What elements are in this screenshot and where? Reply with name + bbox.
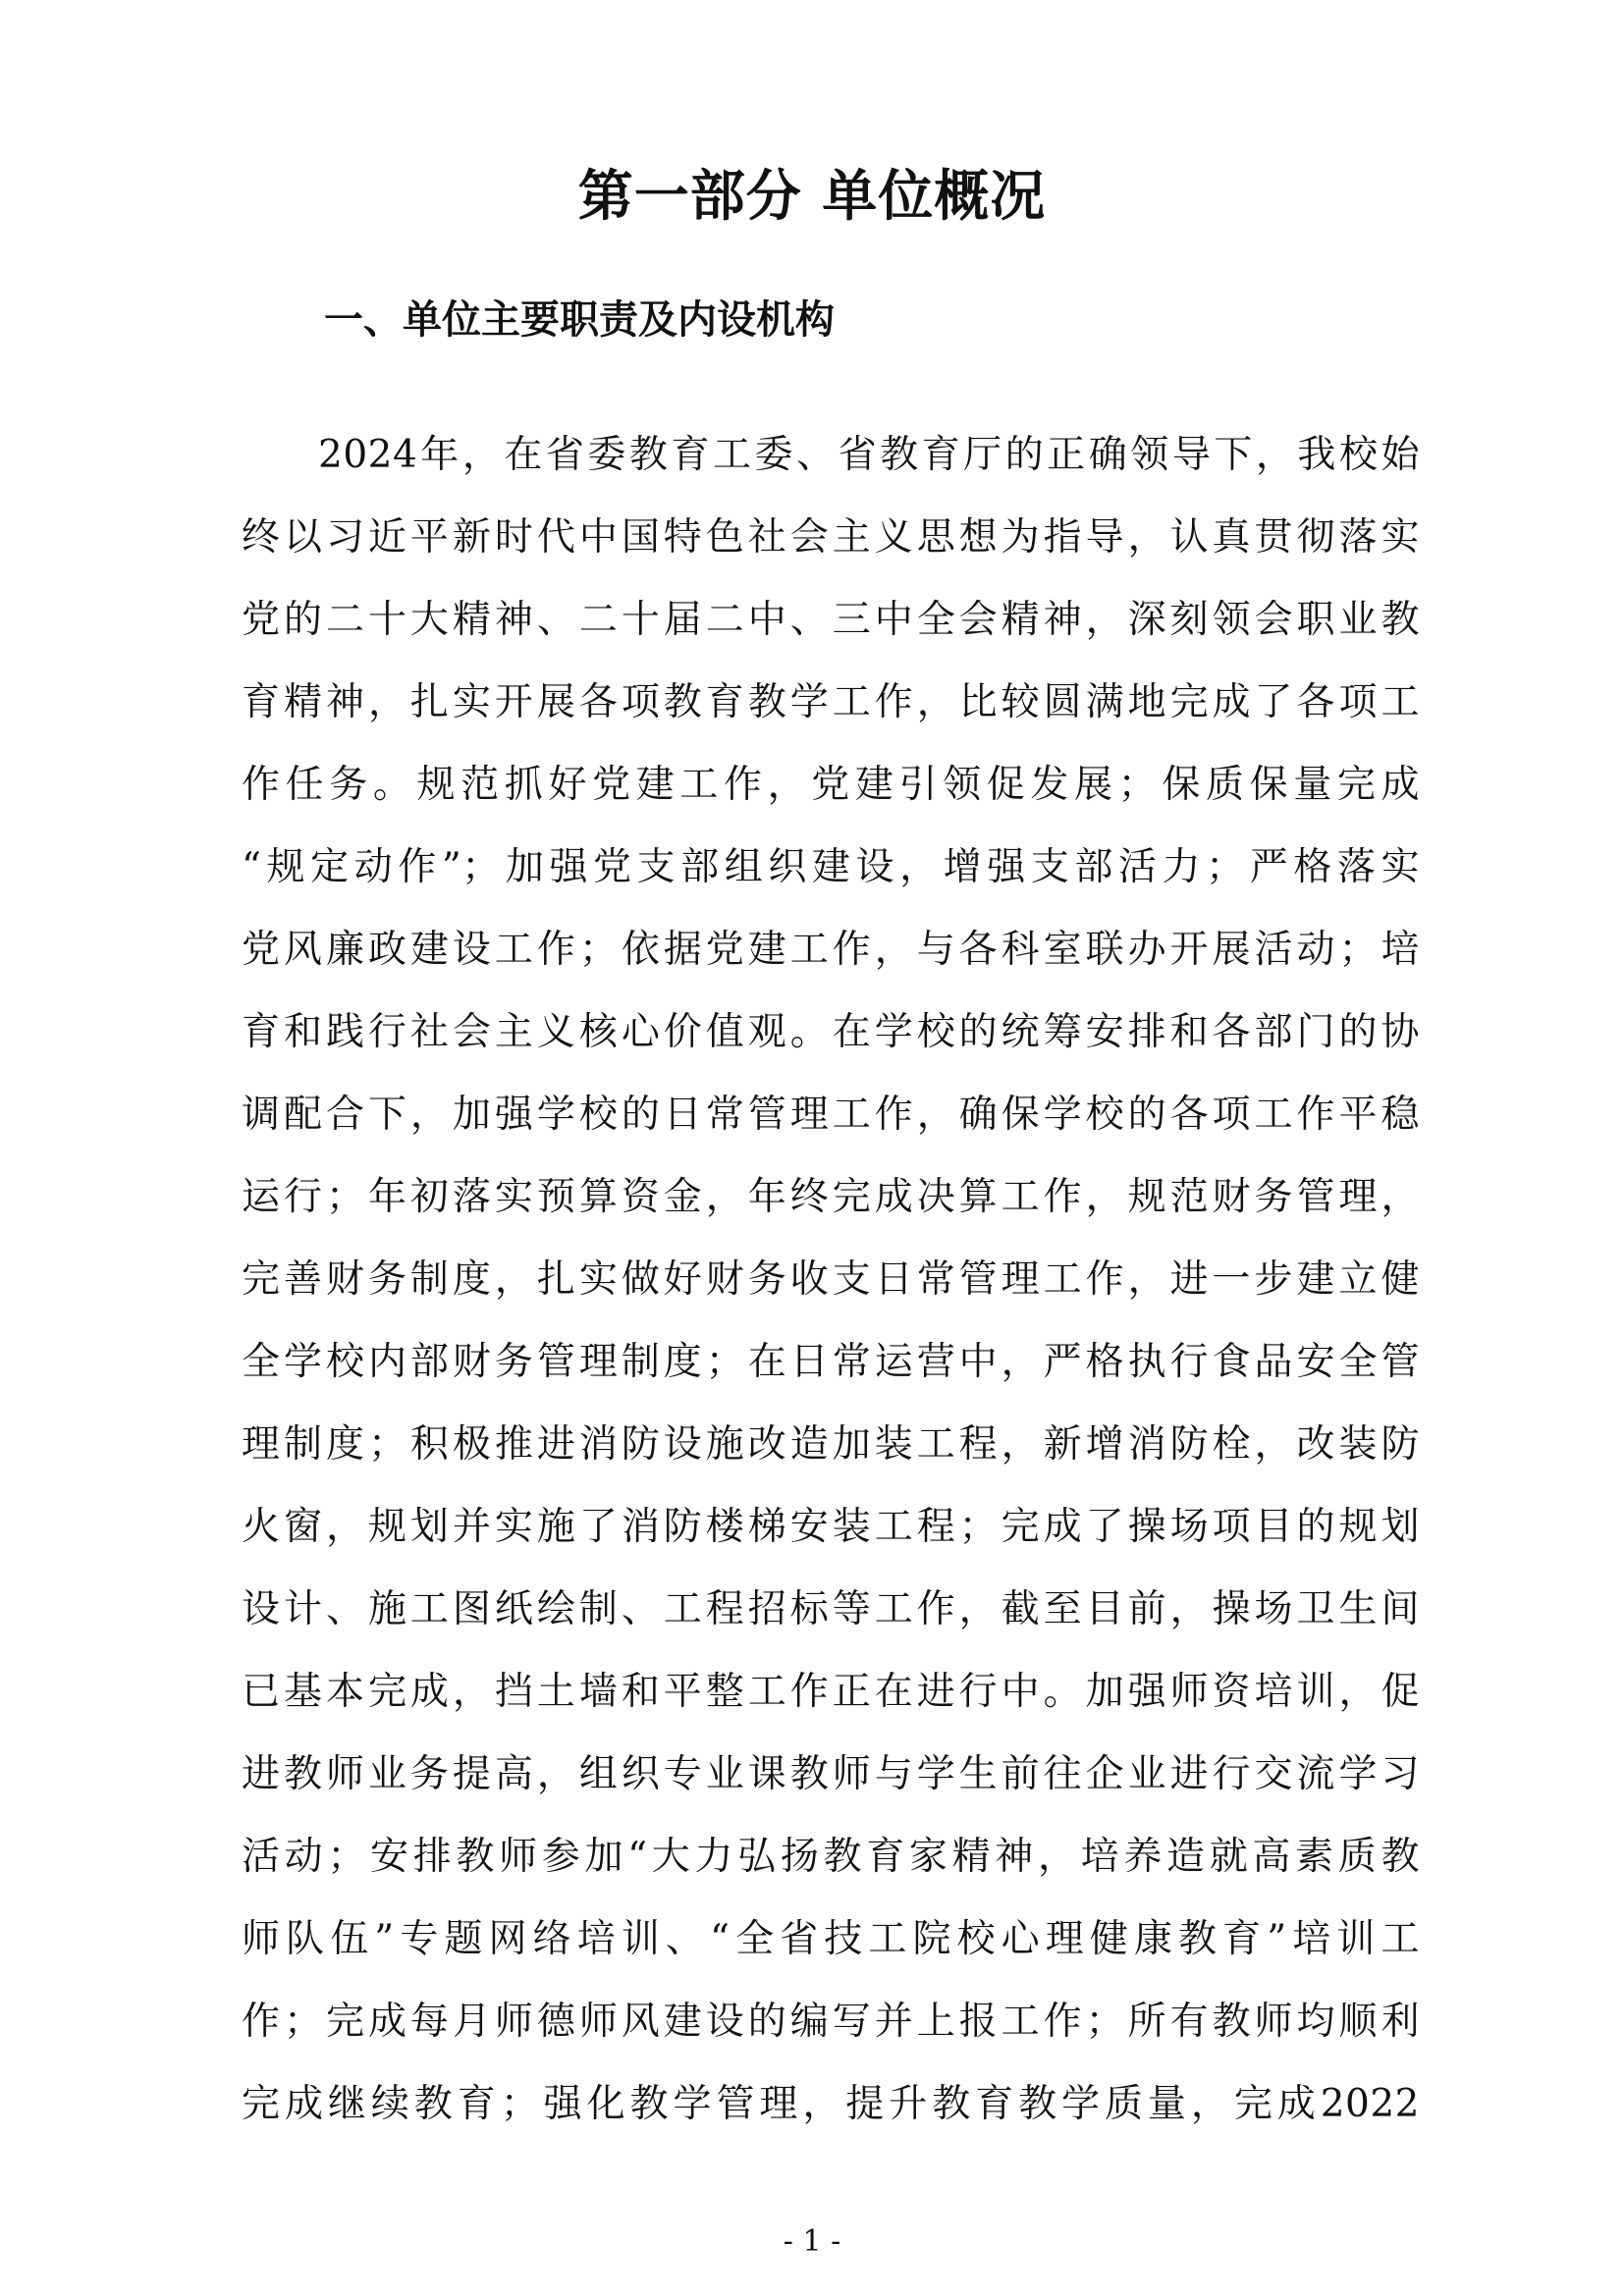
paragraph-line: 育精神，扎实开展各项教育教学工作，比较圆满地完成了各项工 — [242, 680, 1420, 724]
page-title: 第一部分 单位概况 — [577, 164, 1047, 229]
page-number: - 1 - — [783, 2224, 841, 2259]
paragraph-line: “规定动作”；加强党支部组织建设，增强支部活力；严格落实 — [242, 845, 1420, 889]
section-heading: 一、单位主要职责及内设机构 — [324, 297, 835, 343]
paragraph-line: 作任务。规范抓好党建工作，党建引领促发展；保质保量完成 — [242, 763, 1420, 807]
paragraph-line: 师队伍”专题网络培训、“全省技工院校心理健康教育”培训工 — [242, 1917, 1420, 1961]
paragraph-line: 终以习近平新时代中国特色社会主义思想为指导，认真贯彻落实 — [242, 515, 1420, 560]
paragraph-line: 运行；年初落实预算资金，年终完成决算工作，规范财务管理， — [242, 1175, 1420, 1219]
paragraph-line: 火窗，规划并实施了消防楼梯安装工程；完成了操场项目的规划 — [242, 1505, 1420, 1549]
paragraph-line: 完成继续教育；强化教学管理，提升教育教学质量，完成2022 — [242, 2082, 1420, 2126]
paragraph-line: 全学校内部财务管理制度；在日常运营中，严格执行食品安全管 — [242, 1340, 1420, 1384]
paragraph-line: 作；完成每月师德师风建设的编写并上报工作；所有教师均顺利 — [242, 2000, 1420, 2044]
paragraph-line: 理制度；积极推进消防设施改造加装工程，新增消防栓，改装防 — [242, 1422, 1420, 1467]
paragraph-line: 已基本完成，挡土墙和平整工作正在进行中。加强师资培训，促 — [242, 1670, 1420, 1714]
paragraph-line: 党的二十大精神、二十届二中、三中全会精神，深刻领会职业教 — [242, 598, 1420, 642]
paragraph-line: 党风廉政建设工作；依据党建工作，与各科室联办开展活动；培 — [242, 928, 1420, 972]
paragraph-line: 活动；安排教师参加“大力弘扬教育家精神，培养造就高素质教 — [242, 1835, 1420, 1879]
paragraph-line: 完善财务制度，扎实做好财务收支日常管理工作，进一步建立健 — [242, 1257, 1420, 1302]
paragraph-line: 调配合下，加强学校的日常管理工作，确保学校的各项工作平稳 — [242, 1093, 1420, 1137]
paragraph-line: 育和践行社会主义核心价值观。在学校的统筹安排和各部门的协 — [242, 1010, 1420, 1054]
paragraph-line: 设计、施工图纸绘制、工程招标等工作，截至目前，操场卫生间 — [242, 1587, 1420, 1631]
paragraph-line: 进教师业务提高，组织专业课教师与学生前往企业进行交流学习 — [242, 1752, 1420, 1796]
body-paragraph — [242, 414, 1420, 2146]
paragraph-line: 2024年，在省委教育工委、省教育厅的正确领导下，我校始 — [318, 433, 1420, 477]
